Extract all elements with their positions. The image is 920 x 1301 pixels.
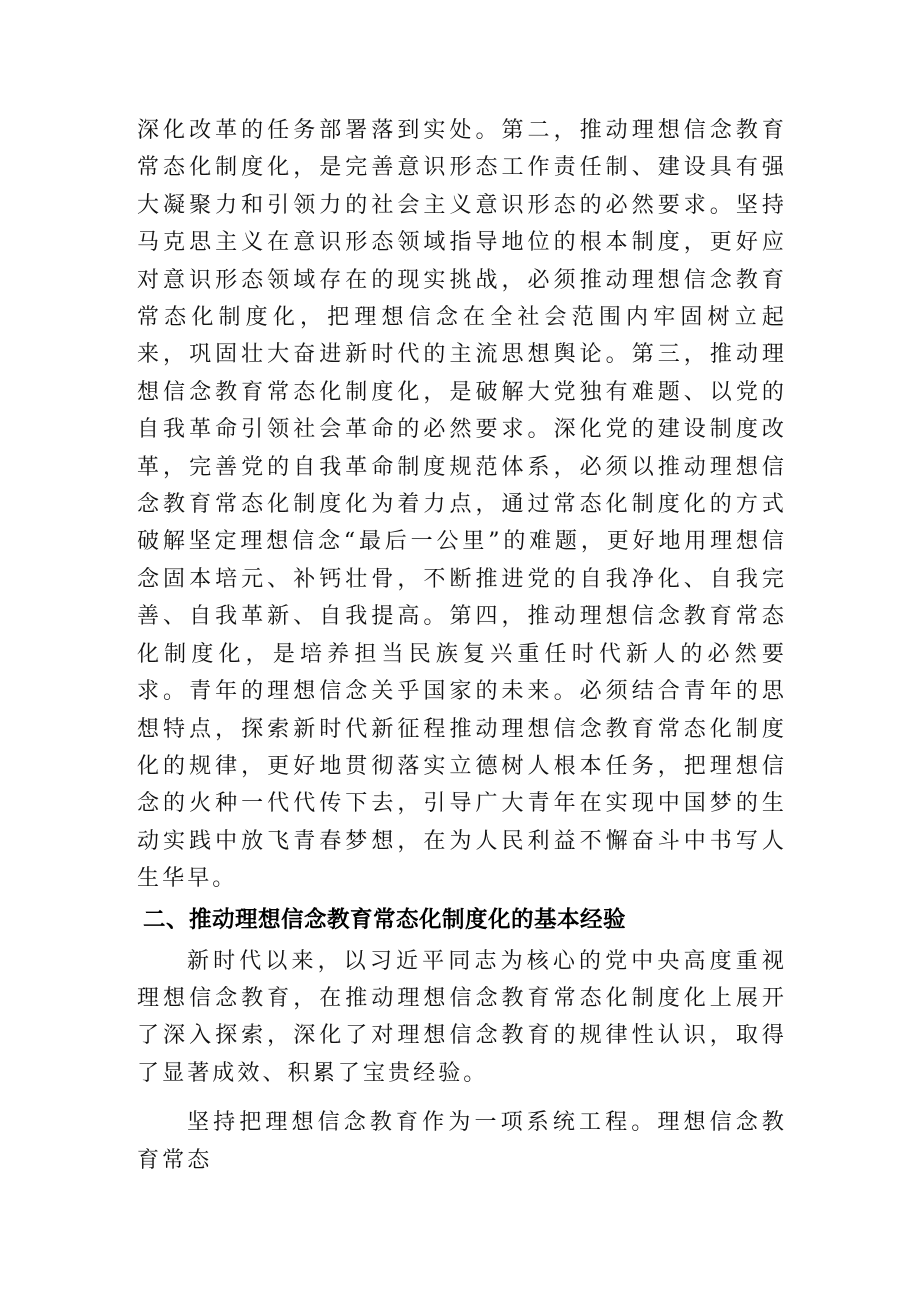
section-heading: 二、推动理想信念教育常态化制度化的基本经验 bbox=[143, 906, 627, 933]
continuation-paragraph: 深化改革的任务部署落到实处。第二，推动理想信念教育常态化制度化，是完善意识形态工作责任制、建设具有强大凝聚力和引领力的社会主义意识形态的必然要求。坚持马克思主义在意识形态领域指导地位的根本制度，更好应对意识形态领域存在的现实挑战，必须推动理想信念教育常态化制度化，把理想信念在全社会范围内牢固树立起来，巩固壮大奋进新时代的主流思想舆论。第三，推动理想信念教育常态化制度化，是破解大党独有难题、以党的自我革命引领社会革命的必然要求。深化党的建设制度改革，完善党的自我革命制度规范体系，必须以推动理想信念教育常态化制度化为着力点，通过常态化制度化的方式破解坚定理想信念“最后一公里”的难题，更好地用理想信念固本培元、补钙壮骨，不断推进党的自我净化、自我完善、自我革新、自我提高。第四，推动理想信念教育常态化制度化，是培养担当民族复兴重任时代新人的必然要求。青年的理想信念关乎国家的未来。必须结合青年的思想特点，探索新时代新征程推动理想信念教育常态化制度化的规律，更好地贯彻落实立德树人根本任务，把理想信念的火种一代代传下去，引导广大青年在实现中国梦的生动实践中放飞青春梦想，在为人民利益不懈奋斗中书写人生华早。 bbox=[137, 118, 787, 892]
body-paragraph-3: 坚持把理想信念教育作为一项系统工程。理想信念教育常态 bbox=[137, 1110, 787, 1173]
document-page bbox=[137, 112, 787, 1179]
body-paragraph-2: 新时代以来，以习近平同志为核心的党中央高度重视理想信念教育，在推动理想信念教育常态化制度化上展开了深入探索，深化了对理想信念教育的规律性认识，取得了显著成效、积累了宝贵经验。 bbox=[137, 948, 787, 1086]
